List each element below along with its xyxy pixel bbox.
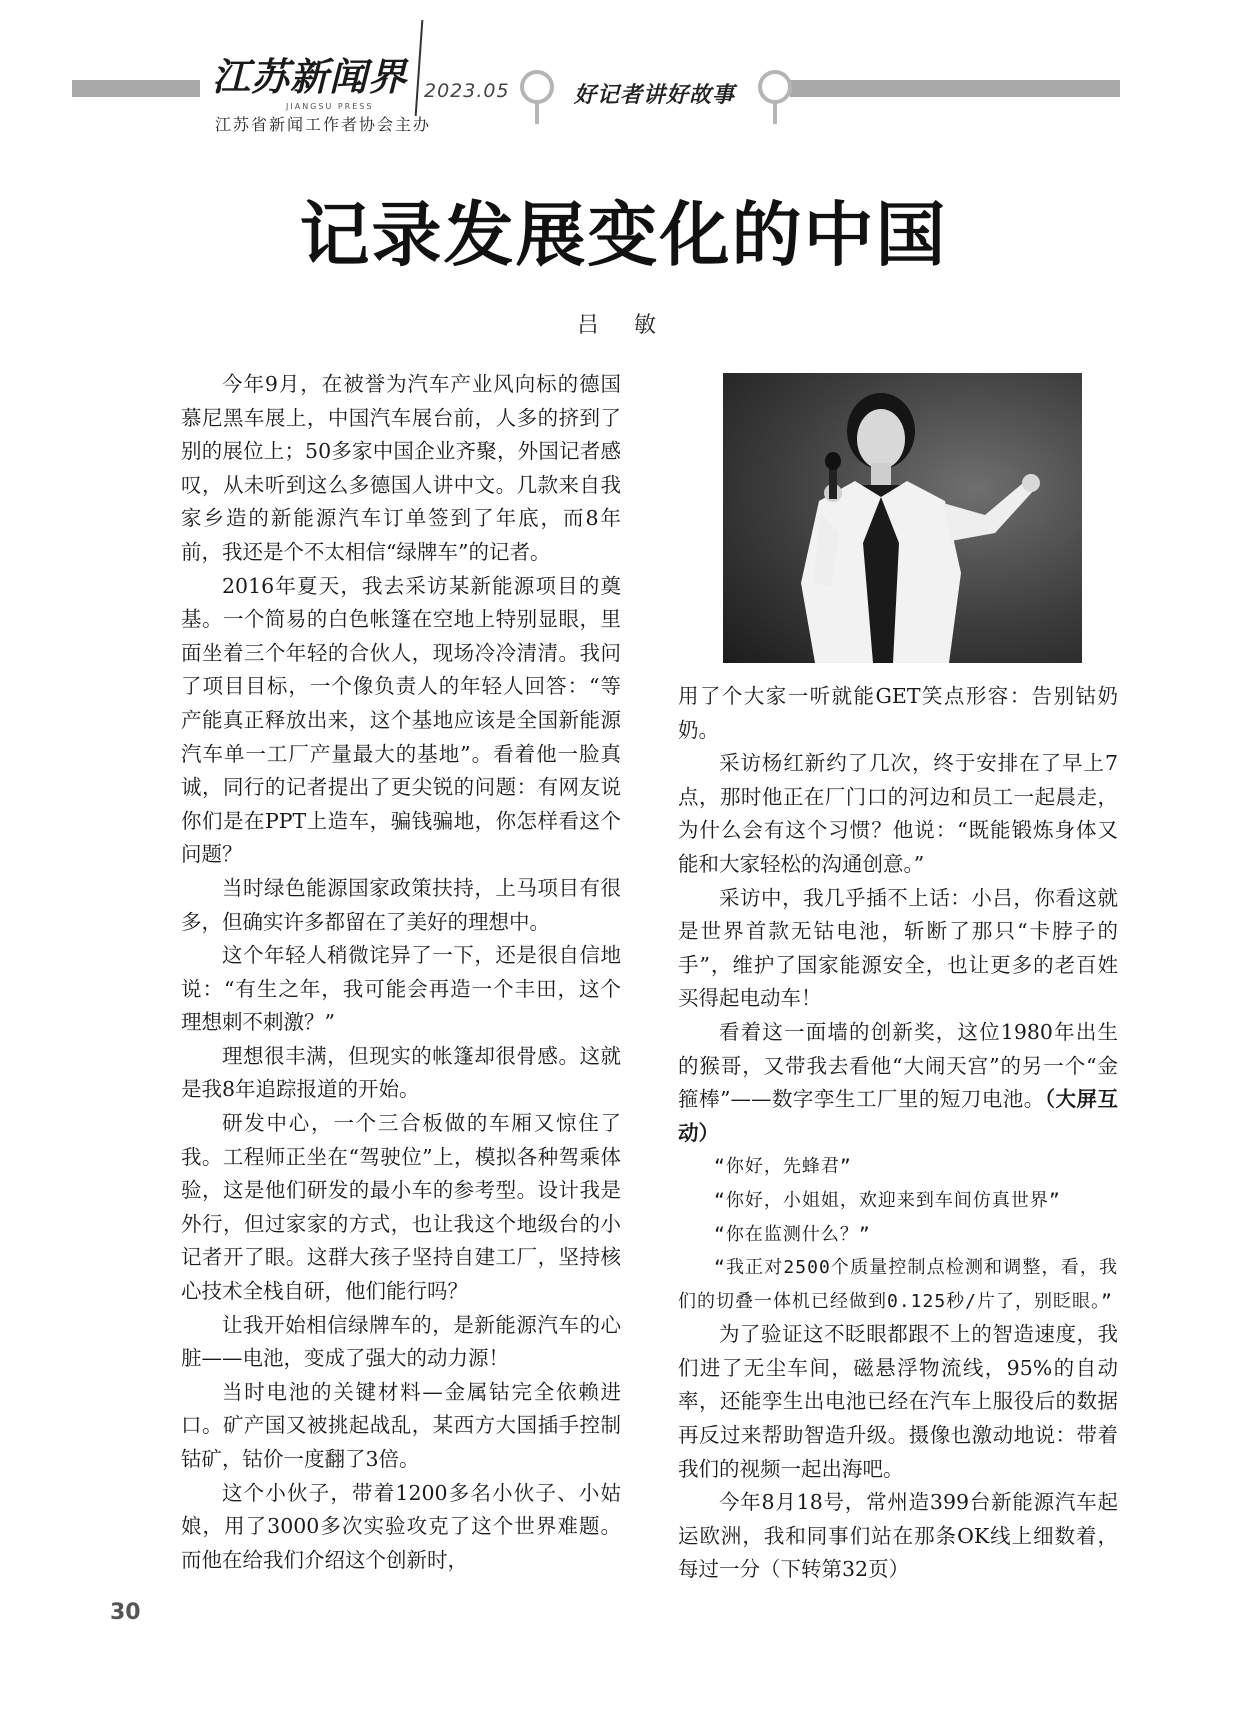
- paragraph: 当时绿色能源国家政策扶持，上马项目有很多，但确实许多都留在了美好的理想中。: [181, 875, 621, 934]
- paragraph: 当时电池的关键材料—金属钴完全依赖进口。矿产国又被挑起战乱，某西方大国插手控制钴矿，钴价一度翻了3倍。: [181, 1379, 621, 1471]
- header-bar-right: [790, 80, 1120, 97]
- right-column: [678, 680, 1118, 1587]
- paragraph-text: 看着这一面墙的创新奖，这位1980年出生的猴哥，又带我去看他“大闹天宫”的另一个“金箍棒”——数字孪生工厂里的短刀电池。: [678, 1019, 1118, 1112]
- masthead-subtitle: JIANGSU PRESS: [286, 102, 374, 111]
- dialog-line: “你好，先蜂君”: [714, 1156, 852, 1178]
- paragraph: 研发中心，一个三合板做的车厢又惊住了我。工程师正坐在“驾驶位”上，模拟各种驾乘体验，这是他们研发的最小车的参考型。设计我是外行，但过家家的方式，也让我这个地级台的小记者开了眼。这群大孩子坚持自建工厂，坚持核心技术全栈自研，他们能行吗？: [181, 1111, 621, 1304]
- paragraph-text: 今年8月18号，常州造399台新能源汽车起运欧洲，我和同事们站在那条OK线上细数着，每过一分: [678, 1490, 1118, 1582]
- article-title: 记录发展变化的中国: [299, 194, 948, 276]
- paragraph: 这个年轻人稍微诧异了一下，还是很自信地说：“有生之年，我可能会再造一个丰田，这个理想刺不刺激？”: [181, 943, 621, 1035]
- dialog-line: “我正对2500个质量控制点检测和调整，看，我们的切叠一体机已经做到0.125秒/片了，别眨眼。”: [678, 1257, 1118, 1312]
- paragraph: 为了验证这不眨眼都跟不上的智造速度，我们进了无尘车间，磁悬浮物流线，95%的自动率，还能孪生出电池已经在汽车上服役后的数据再反过来帮助智造升级。摄像也激动地说：带着我们的视频一起出海吧。: [678, 1322, 1118, 1481]
- dialog-line: “你在监测什么？”: [714, 1223, 871, 1245]
- paragraph: 采访杨红新约了几次，终于安排在了早上7点，那时他正在厂门口的河边和员工一起晨走，为什么会有这个习惯？他说：“既能锻炼身体又能和大家轻松的沟通创意。”: [678, 751, 1118, 876]
- dialog-line: “你好，小姐姐，欢迎来到车间仿真世界”: [714, 1189, 1061, 1211]
- paragraph: [678, 1016, 1118, 1150]
- page-number: 30: [110, 1600, 141, 1625]
- reporter-speaking-photo-icon: [723, 373, 1082, 663]
- paragraph: 这个小伙子，带着1200多名小伙子、小姑娘，用了3000多次实验攻克了这个世界难题。而他在给我们介绍这个创新时，: [181, 1480, 621, 1572]
- paragraph: 用了个大家一听就能GET笑点形容：告别钴奶奶。: [678, 684, 1118, 742]
- paragraph: 采访中，我几乎插不上话：小吕，你看这就是世界首款无钴电池，斩断了那只“卡脖子的手”，维护了国家能源安全，也让更多的老百姓买得起电动车！: [678, 885, 1118, 1011]
- header-bar-left: [72, 80, 200, 97]
- pin-icon: [520, 70, 554, 104]
- left-column: [181, 368, 621, 1577]
- paragraph: 今年9月，在被誉为汽车产业风向标的德国慕尼黑车展上，中国汽车展台前，人多的挤到了别的展位上；50多家中国企业齐聚，外国记者感叹，从未听到这么多德国人讲中文。几款来自我家乡造的新能源汽车订单签到了年底，而8年前，我还是个不太相信“绿牌车”的记者。: [181, 372, 621, 564]
- paragraph: 理想很丰满，但现实的帐篷却很骨感。这就是我8年追踪报道的开始。: [181, 1043, 621, 1102]
- column-name: 好记者讲好故事: [574, 83, 736, 108]
- paragraph: 2016年夏天，我去采访某新能源项目的奠基。一个简易的白色帐篷在空地上特别显眼，里面坐着三个年轻的合伙人，现场冷冷清清。我问了项目目标，一个像负责人的年轻人回答：“等产能真正释放出来，这个基地应该是全国新能源汽车单一工厂产量最大的基地”。看着他一脸真诚，同行的记者提出了更尖锐的问题：有网友说你们是在PPT上造车，骗钱骗地，你怎样看这个问题？: [181, 573, 621, 867]
- paragraph: 让我开始相信绿牌车的，是新能源汽车的心脏——电池，变成了强大的动力源！: [181, 1312, 621, 1371]
- pin-icon: [758, 70, 792, 104]
- big-screen-note: （大屏互动）: [678, 1087, 1119, 1145]
- article-author: 吕 敏: [577, 313, 670, 338]
- masthead-logo: 江苏新闻界: [212, 55, 408, 99]
- issue-number: 2023.05: [424, 80, 510, 102]
- header-divider: [415, 20, 424, 116]
- continued-note: （下转第32页）: [760, 1557, 910, 1582]
- paragraph: [678, 1486, 1118, 1587]
- reporter-photo: [723, 373, 1082, 663]
- sponsor-line: 江苏省新闻工作者协会主办: [215, 115, 432, 134]
